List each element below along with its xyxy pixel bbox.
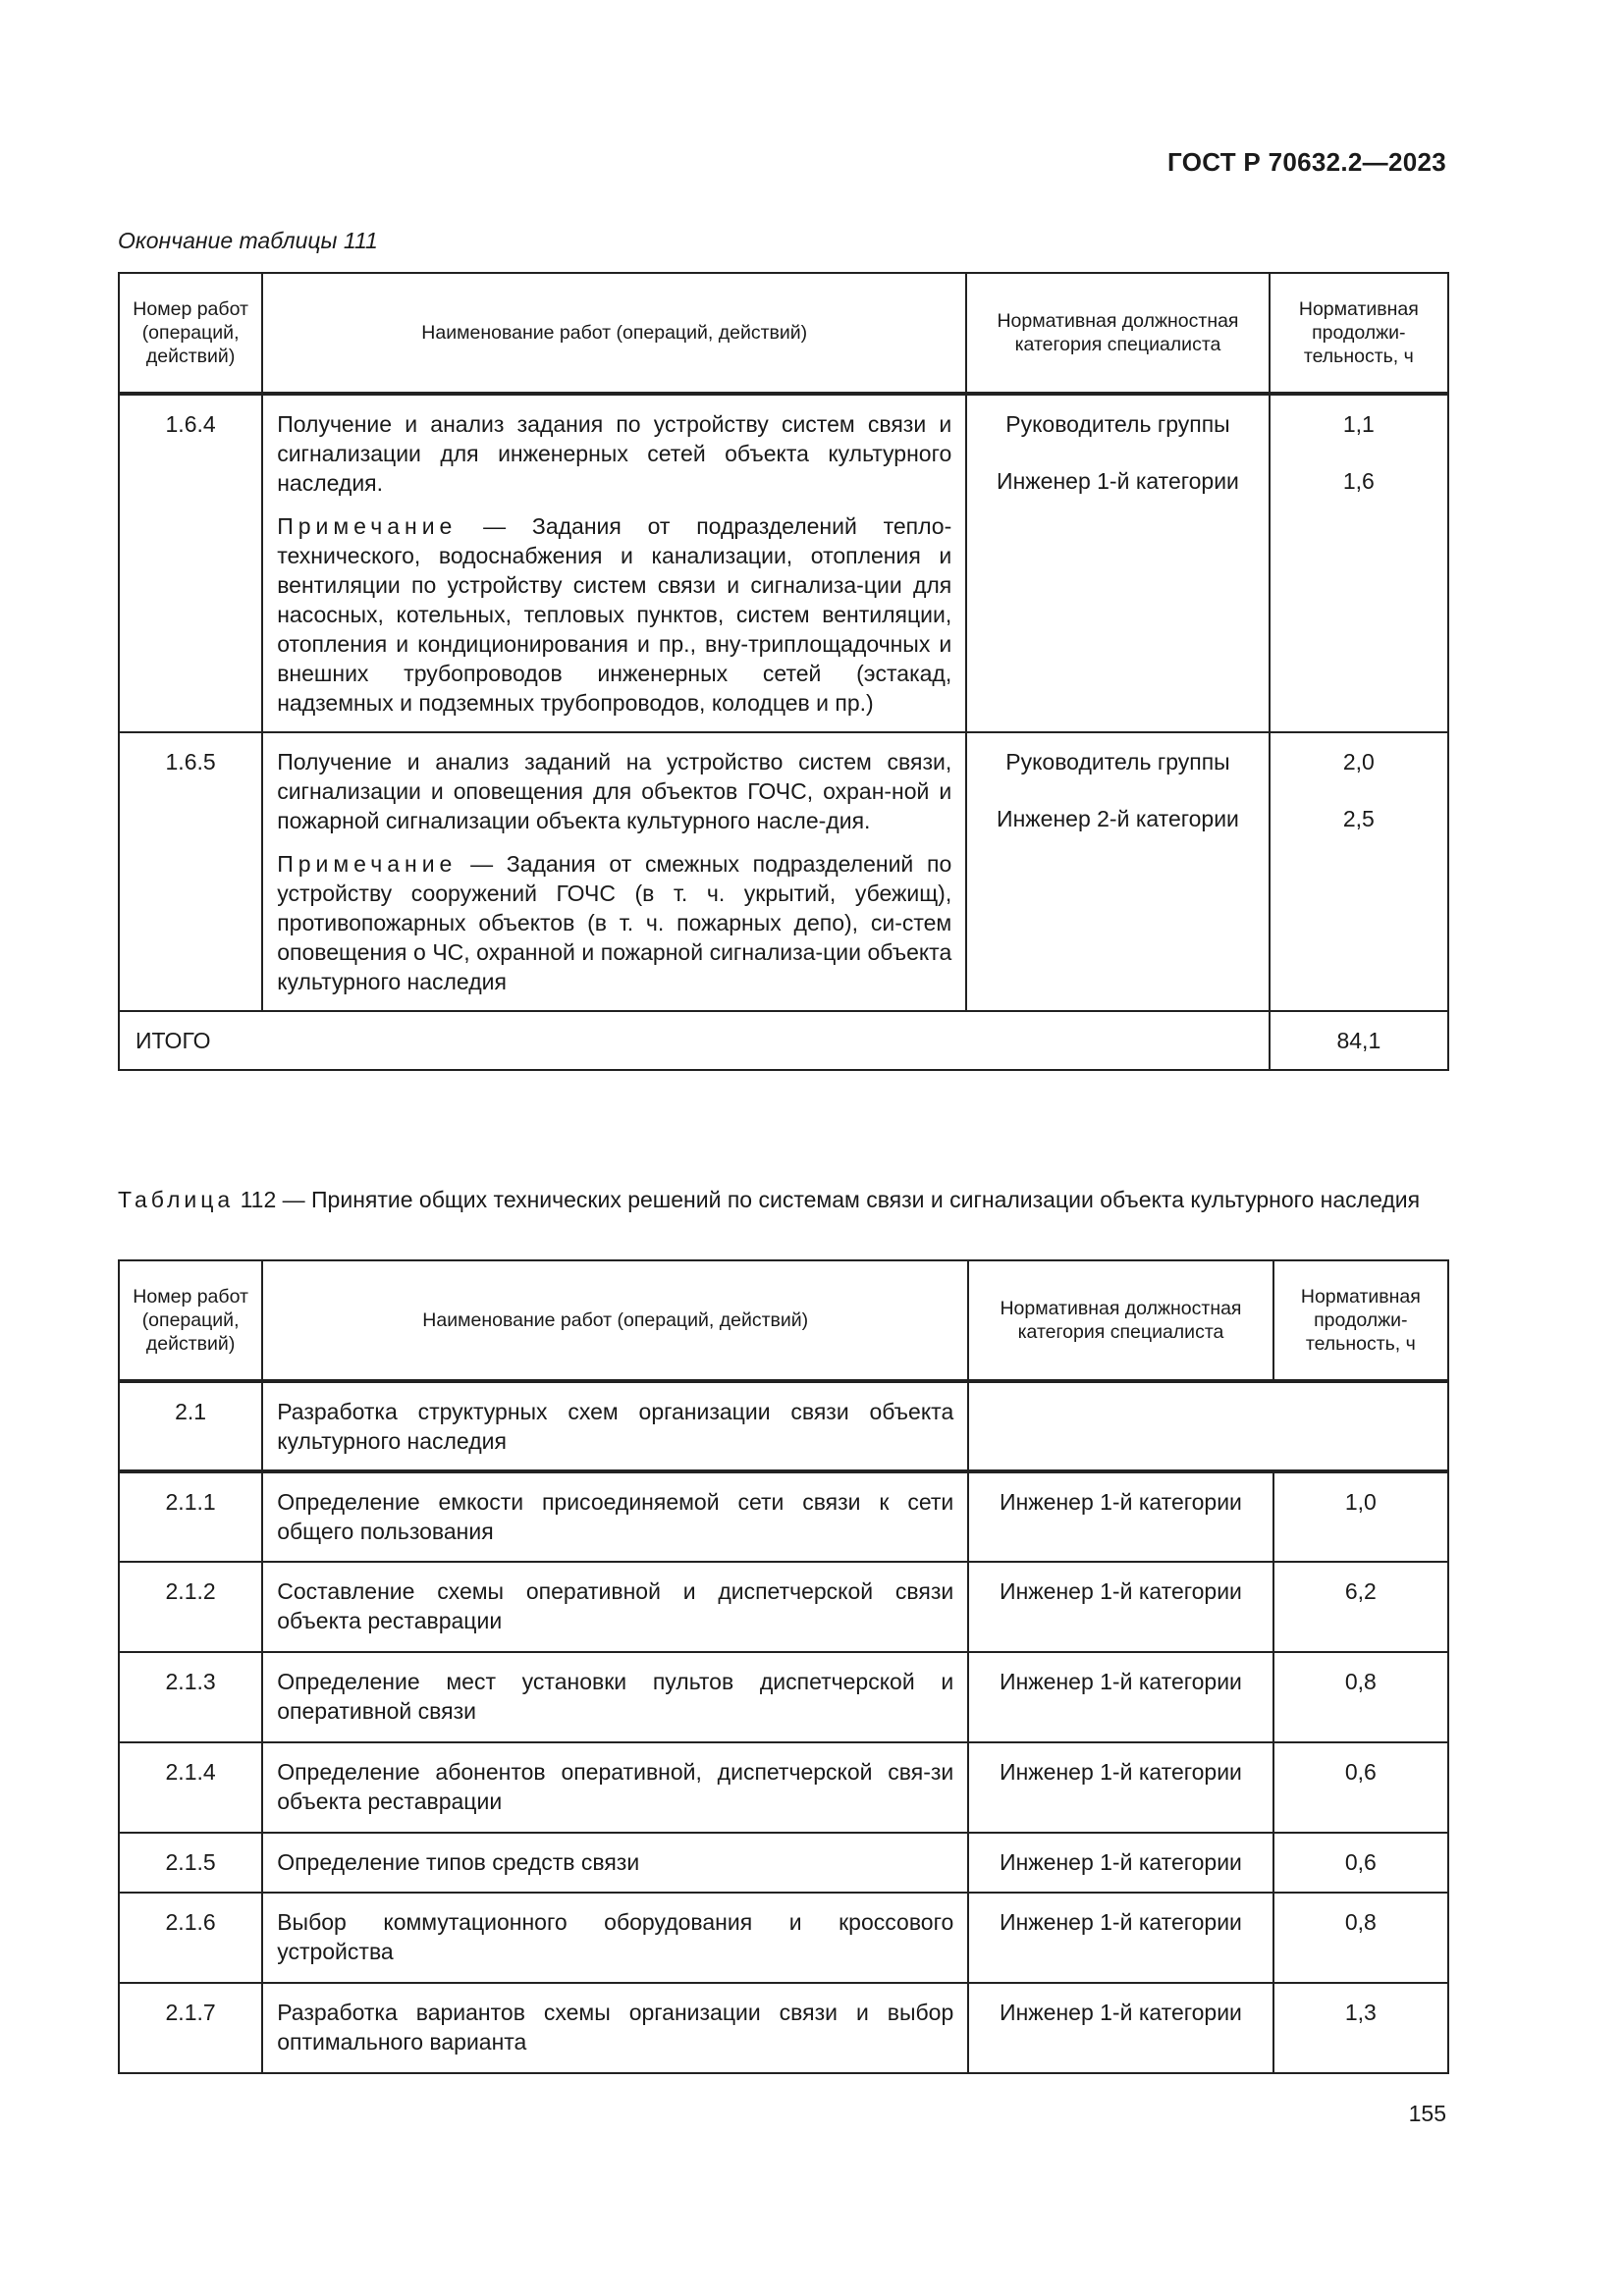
table-112-title: 112 — Принятие общих технических решений по системам связи и сигнализации объекта культурного наследия — [234, 1187, 1421, 1212]
row-description: Выбор коммутационного оборудования и кроссового устройства — [262, 1893, 968, 1983]
table-row — [119, 394, 1448, 732]
duration-value: 1,1 — [1342, 411, 1375, 437]
section-row — [119, 1381, 1448, 1471]
row-duration — [1270, 394, 1448, 732]
note-label: Примечание — [277, 851, 458, 877]
table-112 — [118, 1259, 1449, 2074]
duration-value: 2,5 — [1342, 806, 1375, 831]
row-category: Инженер 1-й категории — [968, 1562, 1272, 1652]
duration-value: 1,6 — [1342, 468, 1375, 494]
row-category: Инженер 1-й категории — [968, 1893, 1272, 1983]
table-row — [119, 1983, 1448, 2073]
table-row — [119, 1833, 1448, 1893]
row-description — [262, 732, 966, 1011]
work-name: Получение и анализ заданий на устройство систем связи, сигнализации и оповещения для объектов ГОЧС, охран-ной и пожарной сигнализации объекта культурного насле-дия. — [277, 749, 952, 833]
row-category: Инженер 1-й категории — [968, 1833, 1272, 1893]
row-duration — [1270, 732, 1448, 1011]
category-line: Руководитель группы — [1005, 411, 1230, 437]
row-category: Инженер 1-й категории — [968, 1652, 1272, 1742]
table-header-row — [119, 273, 1448, 394]
row-description: Определение мест установки пультов диспетчерской и оперативной связи — [262, 1652, 968, 1742]
row-number: 2.1.4 — [119, 1742, 262, 1833]
column-header-category: Нормативная должностная категория специалиста — [966, 273, 1269, 394]
category-line: Руководитель группы — [1005, 749, 1230, 774]
note-text: — Задания от смежных подразделений по устройству сооружений ГОЧС (в т. ч. укрытий, убежищ), противопожарных объектов (в т. ч. пожарных депо), си-стем оповещения о ЧС, охранной и пожарной сигнализа-ции объекта культурного наследия — [277, 851, 952, 994]
total-value: 84,1 — [1270, 1011, 1448, 1070]
row-description: Определение типов средств связи — [262, 1833, 968, 1893]
document-header: ГОСТ Р 70632.2—2023 — [1167, 147, 1446, 177]
table-row — [119, 1893, 1448, 1983]
category-line: Инженер 1-й категории — [997, 468, 1239, 494]
row-number: 2.1.7 — [119, 1983, 262, 2073]
note-label: Примечание — [277, 513, 458, 539]
category-line: Инженер 2-й категории — [997, 806, 1239, 831]
row-number: 1.6.5 — [119, 732, 262, 1011]
table-row — [119, 732, 1448, 1011]
column-header-duration: Нормативная продолжи-тельность, ч — [1270, 273, 1448, 394]
column-header-duration: Нормативная продолжи-тельность, ч — [1273, 1260, 1448, 1381]
row-number: 2.1.5 — [119, 1833, 262, 1893]
table-row — [119, 1471, 1448, 1562]
total-row — [119, 1011, 1448, 1070]
row-duration: 0,8 — [1273, 1893, 1448, 1983]
row-duration: 1,3 — [1273, 1983, 1448, 2073]
row-duration: 0,6 — [1273, 1833, 1448, 1893]
note-text: — Задания от подразделений тепло-технического, водоснабжения и канализации, отопления и вентиляции по устройству систем связи и сигнализа-ции для насосных, котельных, тепловых пунктов, систем вентиляции, отопления и кондиционирования и пр., вну-триплощадочных и внешних трубопроводов инженерных сетей (эстакад, надземных и подземных трубопроводов, колодцев и пр.) — [277, 513, 952, 716]
row-number: 1.6.4 — [119, 394, 262, 732]
row-duration: 6,2 — [1273, 1562, 1448, 1652]
row-number: 2.1.2 — [119, 1562, 262, 1652]
row-description: Составление схемы оперативной и диспетчерской связи объекта реставрации — [262, 1562, 968, 1652]
row-description — [262, 394, 966, 732]
column-header-name: Наименование работ (операций, действий) — [262, 1260, 968, 1381]
duration-value: 2,0 — [1342, 749, 1375, 774]
column-header-num: Номер работ (операций, действий) — [119, 273, 262, 394]
table-111-caption: Окончание таблицы 111 — [118, 228, 378, 253]
row-description: Определение абонентов оперативной, диспетчерской свя-зи объекта реставрации — [262, 1742, 968, 1833]
table-111 — [118, 272, 1449, 1071]
table-row — [119, 1742, 1448, 1833]
row-number: 2.1 — [119, 1381, 262, 1471]
work-name: Получение и анализ задания по устройству систем связи и сигнализации для инженерных сетей объекта культурного наследия. — [277, 411, 952, 496]
section-empty-cell — [968, 1381, 1448, 1471]
table-row — [119, 1652, 1448, 1742]
column-header-num: Номер работ (операций, действий) — [119, 1260, 262, 1381]
row-number: 2.1.1 — [119, 1471, 262, 1562]
row-duration: 0,6 — [1273, 1742, 1448, 1833]
note — [277, 511, 951, 718]
page-number: 155 — [1408, 2101, 1446, 2126]
row-category — [966, 732, 1269, 1011]
row-duration: 1,0 — [1273, 1471, 1448, 1562]
total-label: ИТОГО — [119, 1011, 1270, 1070]
table-112-caption — [118, 1185, 1449, 1214]
table-header-row — [119, 1260, 1448, 1381]
note — [277, 849, 951, 996]
row-description: Разработка вариантов схемы организации связи и выбор оптимального варианта — [262, 1983, 968, 2073]
row-category — [966, 394, 1269, 732]
row-category: Инженер 1-й категории — [968, 1471, 1272, 1562]
row-description: Определение емкости присоединяемой сети связи к сети общего пользования — [262, 1471, 968, 1562]
row-duration: 0,8 — [1273, 1652, 1448, 1742]
section-title: Разработка структурных схем организации связи объекта культурного наследия — [262, 1381, 968, 1471]
row-category: Инженер 1-й категории — [968, 1742, 1272, 1833]
table-word: Таблица — [118, 1187, 235, 1212]
table-row — [119, 1562, 1448, 1652]
row-number: 2.1.6 — [119, 1893, 262, 1983]
row-number: 2.1.3 — [119, 1652, 262, 1742]
column-header-name: Наименование работ (операций, действий) — [262, 273, 966, 394]
row-category: Инженер 1-й категории — [968, 1983, 1272, 2073]
column-header-category: Нормативная должностная категория специалиста — [968, 1260, 1272, 1381]
